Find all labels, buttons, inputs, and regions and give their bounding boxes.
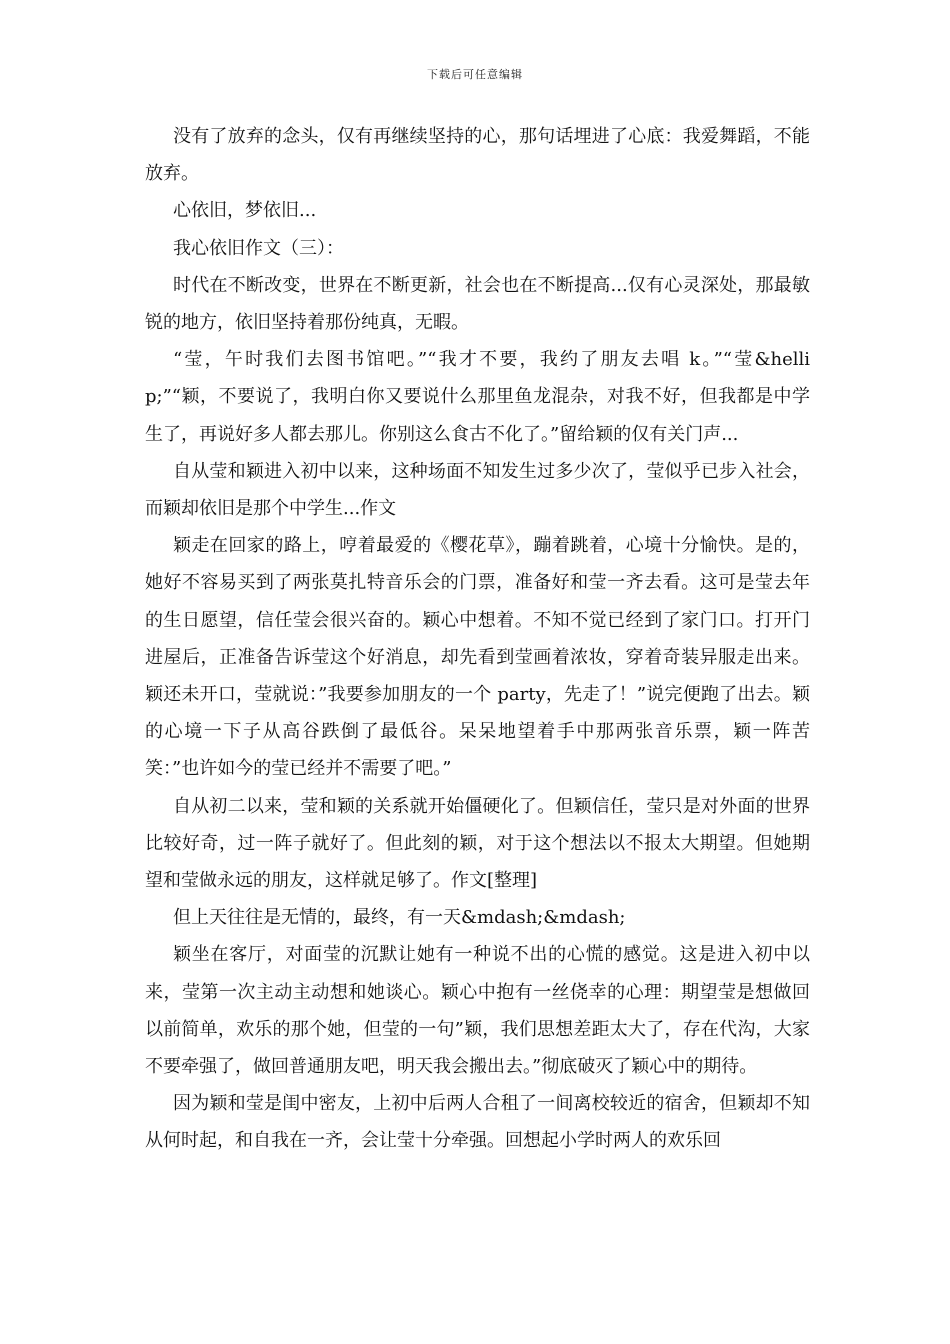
paragraph: 颖走在回家的路上，哼着最爱的《樱花草》，蹦着跳着，心境十分愉快。是的，她好不容易买到了两张莫扎特音乐会的门票，准备好和莹一齐去看。这可是莹去年的生日愿望，信任莹会很兴奋的。颖心中想着。不知不觉已经到了家门口。打开门进屋后，正准备告诉莹这个好消息，却先看到莹画着浓妆，穿着奇装异服走出来。颖还未开口，莹就说：”我要参加朋友的一个 party，先走了！”说完便跑了出去。颖的心境一下子从高谷跌倒了最低谷。呆呆地望着手中那两张音乐票，颖一阵苦笑：”也许如今的莹已经并不需要了吧。”: [145, 535, 810, 780]
paragraph: 没有了放弃的念头，仅有再继续坚持的心，那句话埋进了心底：我爱舞蹈，不能放弃。: [145, 126, 810, 185]
paragraph: 自从莹和颖进入初中以来，这种场面不知发生过多少次了，莹似乎已步入社会，而颖却依旧是那个中学生...作文: [145, 460, 810, 520]
paragraph: 因为颖和莹是闺中密友，上初中后两人合租了一间离校较近的宿舍，但颖却不知从何时起，和自我在一齐，会让莹十分牵强。回想起小学时两人的欢乐回: [145, 1093, 810, 1152]
paragraph: 我心依旧作文（三）：: [173, 237, 344, 259]
paragraph: 颖坐在客厅，对面莹的沉默让她有一种说不出的心慌的感觉。这是进入初中以来，莹第一次主动主动想和她谈心。颖心中抱有一丝侥幸的心理：期望莹是想做回以前简单，欢乐的那个她，但莹的一句”颖，我们思想差距太大了，存在代沟，大家不要牵强了，做回普通朋友吧，明天我会搬出去。”彻底破灭了颖心中的期待。: [145, 944, 810, 1078]
paragraph: 心依旧，梦依旧...: [173, 200, 317, 222]
paragraph: 时代在不断改变，世界在不断更新，社会也在不断提高...仅有心灵深处，那最敏锐的地方，依旧坚持着那份纯真，无暇。: [145, 274, 810, 334]
paragraph: 自从初二以来，莹和颖的关系就开始僵硬化了。但颖信任，莹只是对外面的世界比较好奇，过一阵子就好了。但此刻的颖，对于这个想法以不报太大期望。但她期望和莹做永远的朋友，这样就足够了。作文[整理]: [145, 795, 810, 892]
paragraph: 但上天往往是无情的，最终，有一天&mdash;&mdash;: [173, 907, 626, 929]
page-header: 下载后可任意编辑: [427, 68, 523, 81]
paragraph: “莹，午时我们去图书馆吧。”“我才不要，我约了朋友去唱 k。”“莹&hellip;”“颖，不要说了，我明白你又要说什么那里鱼龙混杂，对我不好，但我都是中学生了，再说好多人都去那儿。你别这么食古不化了。”留给颖的仅有关门声...: [145, 349, 810, 445]
document-body: [145, 118, 810, 1160]
